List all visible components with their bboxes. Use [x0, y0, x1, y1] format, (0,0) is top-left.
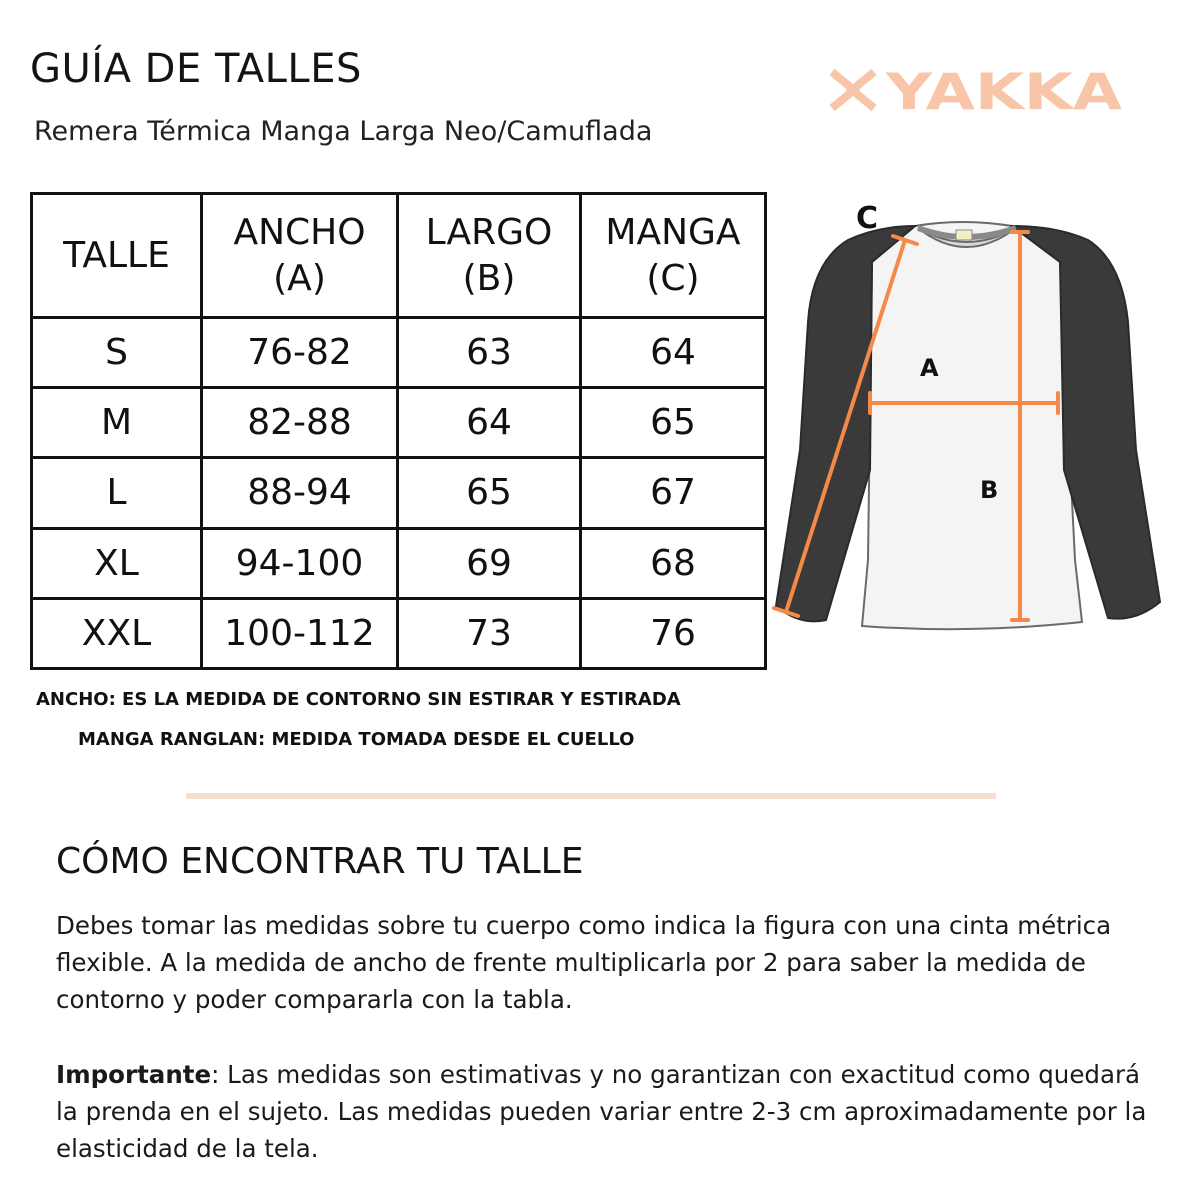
cell-manga: 65 — [581, 388, 766, 458]
cell-manga: 68 — [581, 528, 766, 598]
cell-manga: 67 — [581, 458, 766, 528]
label-c: C — [856, 201, 879, 236]
cell-ancho: 88-94 — [202, 458, 398, 528]
header-largo: LARGO (B) — [398, 194, 581, 318]
shirt-tag — [956, 230, 972, 240]
cell-talle: M — [32, 388, 202, 458]
label-b: B — [980, 476, 999, 504]
label-a: A — [920, 354, 939, 382]
table-row — [32, 598, 766, 668]
table-row — [32, 388, 766, 458]
table-row — [32, 458, 766, 528]
cell-manga: 64 — [581, 318, 766, 388]
header-talle: TALLE — [32, 194, 202, 318]
important-text: : Las medidas son estimativas y no garantizan con exactitud como quedará la prenda en el sujeto. Las medidas pueden variar entre 2-3 cm aproximadamente por la elasticidad de la tela. — [56, 1060, 1147, 1163]
table-row — [32, 528, 766, 598]
shirt-body — [862, 222, 1082, 629]
logo-wordmark: YAKKA — [884, 63, 1123, 118]
cell-largo: 65 — [398, 458, 581, 528]
cell-ancho: 76-82 — [202, 318, 398, 388]
logo-mark-right — [852, 72, 874, 108]
cell-ancho: 82-88 — [202, 388, 398, 458]
cell-largo: 63 — [398, 318, 581, 388]
cell-talle: S — [32, 318, 202, 388]
cell-talle: L — [32, 458, 202, 528]
table-row — [32, 318, 766, 388]
how-to-paragraph: Debes tomar las medidas sobre tu cuerpo como indica la figura con una cinta métrica flexible. A la medida de ancho de frente multiplicarla por 2 para saber la medida de contorno y poder compararla con la tabla. — [56, 911, 1112, 1014]
shirt-diagram — [770, 195, 1170, 635]
important-paragraph — [56, 1056, 1156, 1167]
product-subtitle: Remera Térmica Manga Larga Neo/Camuflada — [34, 116, 653, 147]
header-manga: MANGA (C) — [581, 194, 766, 318]
cell-largo: 64 — [398, 388, 581, 458]
cell-largo: 73 — [398, 598, 581, 668]
note-manga-ranglan: MANGA RANGLAN: MEDIDA TOMADA DESDE EL CUELLO — [78, 729, 635, 750]
page-title: GUÍA DE TALLES — [30, 46, 362, 92]
cell-ancho: 94-100 — [202, 528, 398, 598]
table-header-row — [32, 194, 766, 318]
size-table — [30, 192, 767, 670]
cell-ancho: 100-112 — [202, 598, 398, 668]
section-divider — [186, 793, 996, 799]
cell-talle: XL — [32, 528, 202, 598]
note-ancho: ANCHO: ES LA MEDIDA DE CONTORNO SIN ESTIRAR Y ESTIRADA — [36, 689, 681, 710]
important-label: Importante — [56, 1060, 212, 1089]
how-to-heading: CÓMO ENCONTRAR TU TALLE — [56, 841, 584, 882]
cell-manga: 76 — [581, 598, 766, 668]
cell-talle: XXL — [32, 598, 202, 668]
yakka-logo — [828, 62, 1128, 118]
header-ancho: ANCHO (A) — [202, 194, 398, 318]
cell-largo: 69 — [398, 528, 581, 598]
